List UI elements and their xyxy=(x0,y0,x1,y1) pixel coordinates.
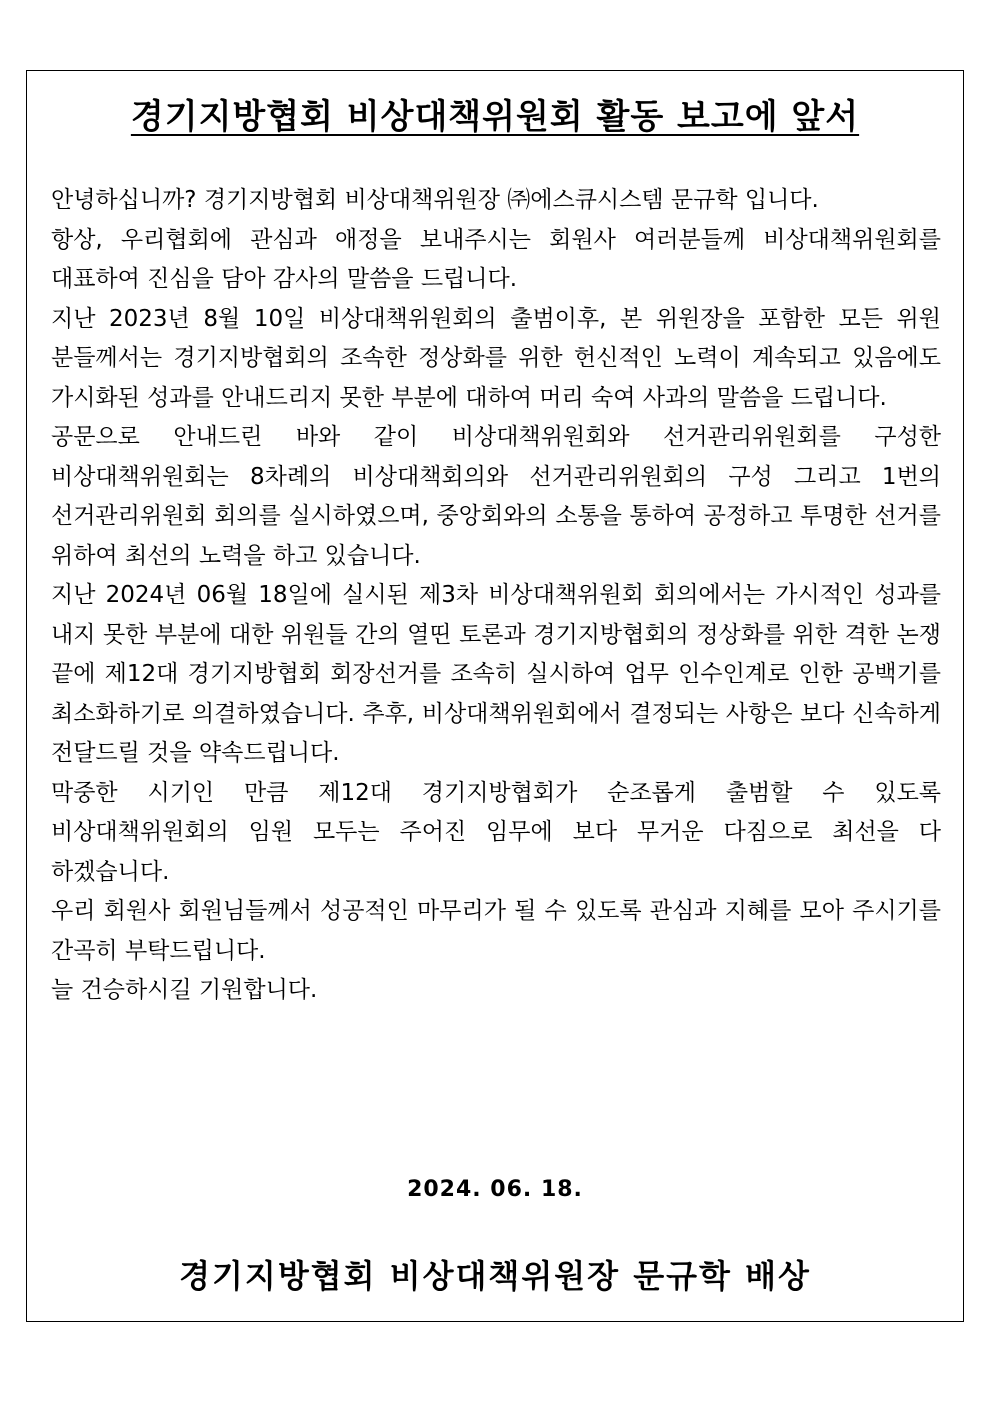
paragraph-greeting: 안녕하십니까? 경기지방협회 비상대책위원장 ㈜에스큐시스템 문규학 입니다. xyxy=(51,187,819,213)
document-body xyxy=(51,181,941,1011)
document-date: 2024. 06. 18. xyxy=(407,1177,583,1202)
paragraph-meeting-result: 지난 2024년 06월 18일에 실시된 제3차 비상대책위원회 회의에서는 가시적인 성과를 내지 못한 부분에 대한 위원들 간의 열띤 토론과 경기지방협회의 정상화를 위한 격한 논쟁 끝에 제12대 경기지방협회 회장선거를 조속히 실시하여 업무 인수인계로 인한 공백기를 최소화하기로 의결하였습니다. 추후, 비상대책위원회에서 결정되는 사항은 보다 신속하게 전달드릴 것을 약속드립니다. xyxy=(51,582,941,766)
paragraph-thanks: 항상, 우리협회에 관심과 애정을 보내주시는 회원사 여러분들께 비상대책위원회를 대표하여 진심을 담아 감사의 말씀을 드립니다. xyxy=(51,226,941,292)
document-frame xyxy=(26,70,964,1322)
document-signature: 경기지방협회 비상대책위원장 문규학 배상 xyxy=(179,1257,811,1295)
paragraph-activities: 공문으로 안내드린 바와 같이 비상대책위원회와 선거관리위원회를 구성한 비상대책위원회는 8차례의 비상대책회의와 선거관리위원회의 구성 그리고 1번의 선거관리위원회 회의를 실시하였으며, 중앙회와의 소통을 통하여 공정하고 투명한 선거를 위하여 최선의 노력을 하고 있습니다. xyxy=(51,424,941,569)
paragraph-apology: 지난 2023년 8월 10일 비상대책위원회의 출범이후, 본 위원장을 포함한 모든 위원 분들께서는 경기지방협회의 조속한 정상화를 위한 헌신적인 노력이 계속되고 있음에도 가시화된 성과를 안내드리지 못한 부분에 대하여 머리 숙여 사과의 말씀을 드립니다. xyxy=(51,305,941,411)
document-title xyxy=(27,93,963,141)
document-title-text: 경기지방협회 비상대책위원회 활동 보고에 앞서 xyxy=(130,97,860,137)
paragraph-commitment: 막중한 시기인 만큼 제12대 경기지방협회가 순조롭게 출범할 수 있도록 비상대책위원회의 임원 모두는 주어진 임무에 보다 무거운 다짐으로 최선을 다 하겠습니다. xyxy=(51,779,941,885)
paragraph-closing: 늘 건승하시길 기원합니다. xyxy=(51,977,318,1003)
paragraph-request: 우리 회원사 회원님들께서 성공적인 마무리가 될 수 있도록 관심과 지혜를 모아 주시기를 간곡히 부탁드립니다. xyxy=(51,898,941,964)
